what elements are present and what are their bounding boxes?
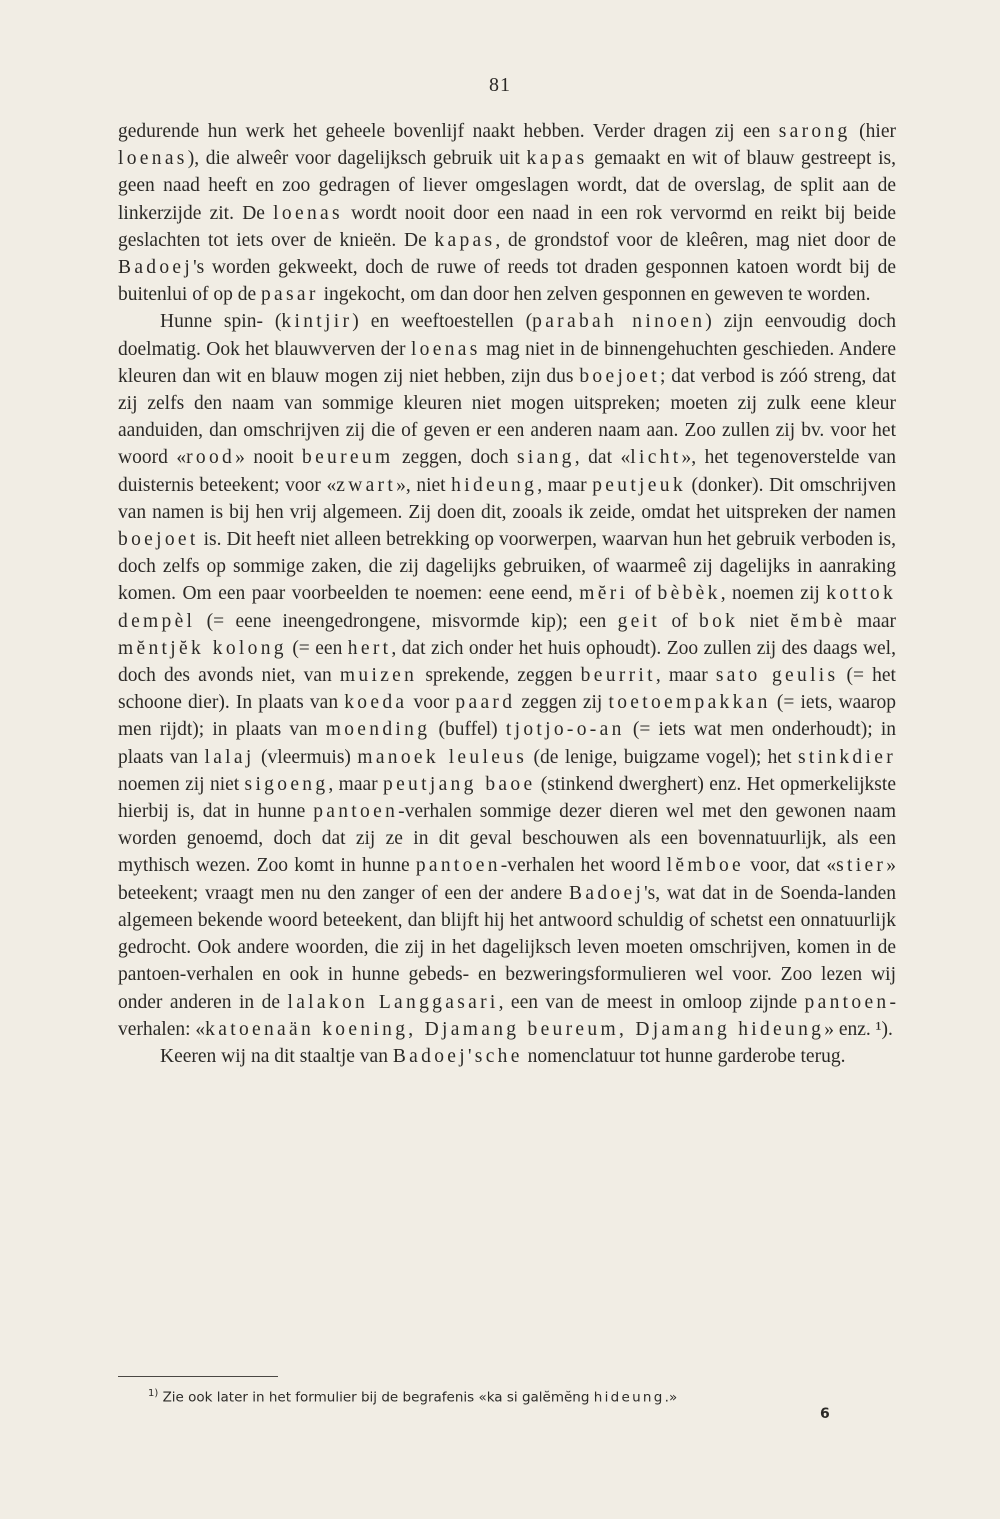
text-run: , maar [537, 474, 593, 496]
text-run: », het tegenoverstelde van duisternis beteekent; voor « [118, 447, 897, 496]
spaced-term: beurrit [580, 665, 656, 687]
spaced-term: siang [517, 447, 575, 469]
spaced-term: zwart [336, 474, 397, 496]
text-run: -verhalen sommige dezer dieren wel met den gewonen naam worden genoemd, doch dat zij ze in dit geval beschouwen als een bovennatuurlijk, als een mythisch wezen. Zoo komt in hunne [118, 801, 896, 877]
spaced-term: kottok dempèl [118, 583, 897, 632]
text-run: zeggen zij [515, 692, 609, 714]
spaced-term: peutjeuk [592, 474, 686, 496]
text-run: (= iets, waarop men rijdt); in plaats van [118, 692, 896, 741]
paragraph [118, 308, 896, 1042]
text-run: niet [738, 610, 791, 632]
page-number: 81 [489, 74, 511, 96]
footnote-emphasis: hideung [593, 1389, 665, 1406]
spaced-term: kapas [434, 229, 496, 251]
text-run: ingekocht, om dan door hen zelven gesponnen en geweven te worden. [318, 284, 871, 306]
spaced-term: muizen [339, 665, 418, 687]
text-run: mag niet in de binnengehuchten geschieden. Andere kleuren dan wit en blauw mogen zij niet hebben, zijn dus [118, 338, 896, 387]
spaced-term: sato geulis [715, 665, 839, 687]
spaced-term: mĕri [579, 583, 629, 605]
spaced-term: hert [347, 637, 392, 659]
spaced-term: lĕmboe [666, 855, 744, 877]
text-run: (= eene ineengedrongene, misvormde kip); een [195, 610, 618, 632]
spaced-term: pantoen [415, 855, 501, 877]
body-text [118, 118, 896, 1070]
signature-mark: 6 [820, 1406, 830, 1422]
text-run: », niet [396, 474, 452, 496]
spaced-term: pantoen [804, 991, 890, 1013]
text-run: , noemen zij [720, 583, 827, 605]
spaced-term: bèbèk [657, 583, 721, 605]
text-run: of [628, 583, 658, 605]
text-run: (= een [286, 637, 348, 659]
text-run: , dat « [574, 447, 631, 469]
text-run: gedurende hun werk het geheele bovenlijf naakt hebben. Verder dragen zij een [118, 121, 779, 142]
text-run: ; dat verbod is zóó streng, dat zij zelfs den naam van sommige kleuren niet mogen uitspreken; moeten zij zulk eene kleur aanduiden, dan omschrijven zij die of geven er een anderen naam aan. Zoo zullen zij bv. voor het woord « [118, 365, 896, 469]
text-run: , maar [328, 773, 383, 795]
text-run: » enz. ¹). [824, 1018, 893, 1040]
spaced-term: loenas [118, 148, 188, 170]
text-run: voor, dat « [744, 855, 837, 877]
text-run: nomenclatuur tot hunne garderobe terug. [522, 1045, 846, 1067]
text-run: 's worden gekweekt, doch de ruwe of reeds tot draden gesponnen katoen wordt bij de buitenlui of op de [118, 257, 896, 306]
spaced-term: pasar [260, 284, 319, 306]
text-run: (= het schoone dier). In plaats van [118, 665, 896, 714]
paragraph [118, 1043, 896, 1070]
spaced-term: toetoempakkan [608, 692, 771, 714]
text-run: , een van de meest in omloop zijnde [498, 991, 805, 1013]
spaced-term: boejoet [118, 529, 199, 551]
text-run: , dat zich onder het huis ophoudt). Zoo zullen zij des daags wel, doch des avonds niet, van [118, 637, 896, 687]
text-run: (donker). Dit omschrijven van namen is bij hen vrij algemeen. Zij doen dit, zooals ik zeide, omdat het uitspreken der namen [118, 474, 896, 523]
footnote [148, 1384, 848, 1408]
text-run: -verhalen: « [118, 991, 896, 1040]
text-run: , de grondstof voor de kleêren, mag niet door de [495, 229, 896, 251]
spaced-term: Badoej [118, 257, 194, 279]
text-run: zeggen, doch [393, 447, 518, 469]
spaced-term: kintjir [281, 311, 353, 333]
spaced-term: pantoen [313, 801, 399, 823]
text-run: » nooit [235, 447, 303, 469]
text-run: Keeren wij na dit staaltje van [160, 1045, 393, 1067]
spaced-term: kapas [526, 148, 588, 170]
text-run: ), die alweêr voor dagelijksch gebruik uit [187, 148, 527, 170]
spaced-term: sigoeng [244, 773, 329, 795]
spaced-term: geit [617, 610, 661, 632]
text-run: sprekende, zeggen [417, 665, 581, 687]
text-run: (hier [850, 121, 896, 142]
spaced-term: parabah ninoen [532, 311, 706, 333]
spaced-term: ĕmbè [790, 610, 846, 632]
text-run: (de lenige, buigzame vogel); het [527, 746, 798, 768]
text-run: (= iets wat men onderhoudt); in plaats van [118, 719, 896, 768]
text-run: wordt nooit door een naad in een rok vervormd en reikt bij beide geslachten tot iets over de knieën. De [118, 202, 896, 251]
text-run: maar [845, 610, 897, 632]
text-run: (vleermuis) [254, 746, 358, 768]
paragraph [118, 118, 896, 308]
text-run: voor [407, 692, 456, 714]
spaced-term: bok [699, 610, 739, 632]
spaced-term: peutjang baoe [383, 773, 536, 795]
spaced-term: manoek leuleus [357, 746, 528, 768]
text-run: , maar [655, 665, 716, 687]
spaced-term: lalaj [204, 746, 255, 768]
spaced-term: loenas [273, 202, 343, 224]
spaced-term: rood [186, 447, 236, 469]
spaced-term: tjotjo-o-an [505, 719, 625, 741]
spaced-term: stier [836, 855, 887, 877]
footnote-text: Zie ook later in het formulier bij de begrafenis «ka si galĕmĕng [162, 1389, 594, 1406]
spaced-term: licht [630, 447, 682, 469]
text-run: is. Dit heeft niet alleen betrekking op voorwerpen, waarvan hun het gebruik verboden is, doch zelfs op sommige zaken, die zij dagelijks gebruiken, of waarmeê zij dagelijks in aanraking komen. Om een paar voorbeelden te noemen: eene eend, [118, 529, 896, 605]
spaced-term: stinkdier [797, 746, 897, 768]
text-run: noemen zij niet [118, 773, 245, 795]
spaced-term: boejoet [579, 365, 660, 387]
text-run: -verhalen het woord [500, 855, 667, 877]
spaced-term: loenas [410, 338, 481, 360]
spaced-term: paard [455, 692, 516, 714]
spaced-term: katoenaän koening, Djamang beureum, Djamang hideung [205, 1018, 825, 1040]
footnote-marker: 1) [148, 1388, 159, 1399]
text-run: Hunne spin- ( [160, 311, 282, 333]
spaced-term: koeda [344, 692, 408, 714]
spaced-term: lalakon Langgasari [287, 991, 499, 1013]
text-run: (buffel) [430, 719, 506, 741]
text-run: (stinkend dwerghert) enz. Het opmerkelijkste hierbij is, dat in hunne [118, 773, 896, 823]
text-run: ) en weeftoestellen ( [352, 311, 533, 333]
text-run: of [660, 610, 700, 632]
text-run: ) zijn eenvoudig doch doelmatig. Ook het blauwverven der [118, 311, 896, 360]
spaced-term: Badoej'sche [392, 1045, 523, 1067]
spaced-term: beureum [302, 447, 394, 469]
text-run: gemaakt en wit of blauw gestreept is, geen naad heeft en zoo gedragen of liever omgeslagen wordt, dat de overslag, de split aan de linkerzijde zit. De [118, 148, 896, 224]
spaced-term: hideung [451, 474, 538, 496]
footnote-close: .» [664, 1389, 678, 1406]
spaced-term: sarong [778, 121, 851, 142]
text-run: 's, wat dat in de Soenda-landen algemeen bekende woord beteekent, dan blijft hij het antwoord schuldig of schetst een onnatuurlijk gedrocht. Ook andere woorden, die zij in het dagelijksch leven moeten omschrijven, komen in de pantoen-verhalen en ook in hunne gebeds- en bezweringsformulieren wel voor. Zoo lezen wij onder anderen in de [118, 882, 896, 1013]
footnote-divider [118, 1376, 278, 1377]
spaced-term: mĕntjĕk kolong [118, 637, 287, 659]
spaced-term: moending [325, 719, 431, 741]
text-run: » beteekent; vraagt men nu den zanger of een der andere [118, 855, 896, 904]
spaced-term: Badoej [569, 882, 645, 904]
